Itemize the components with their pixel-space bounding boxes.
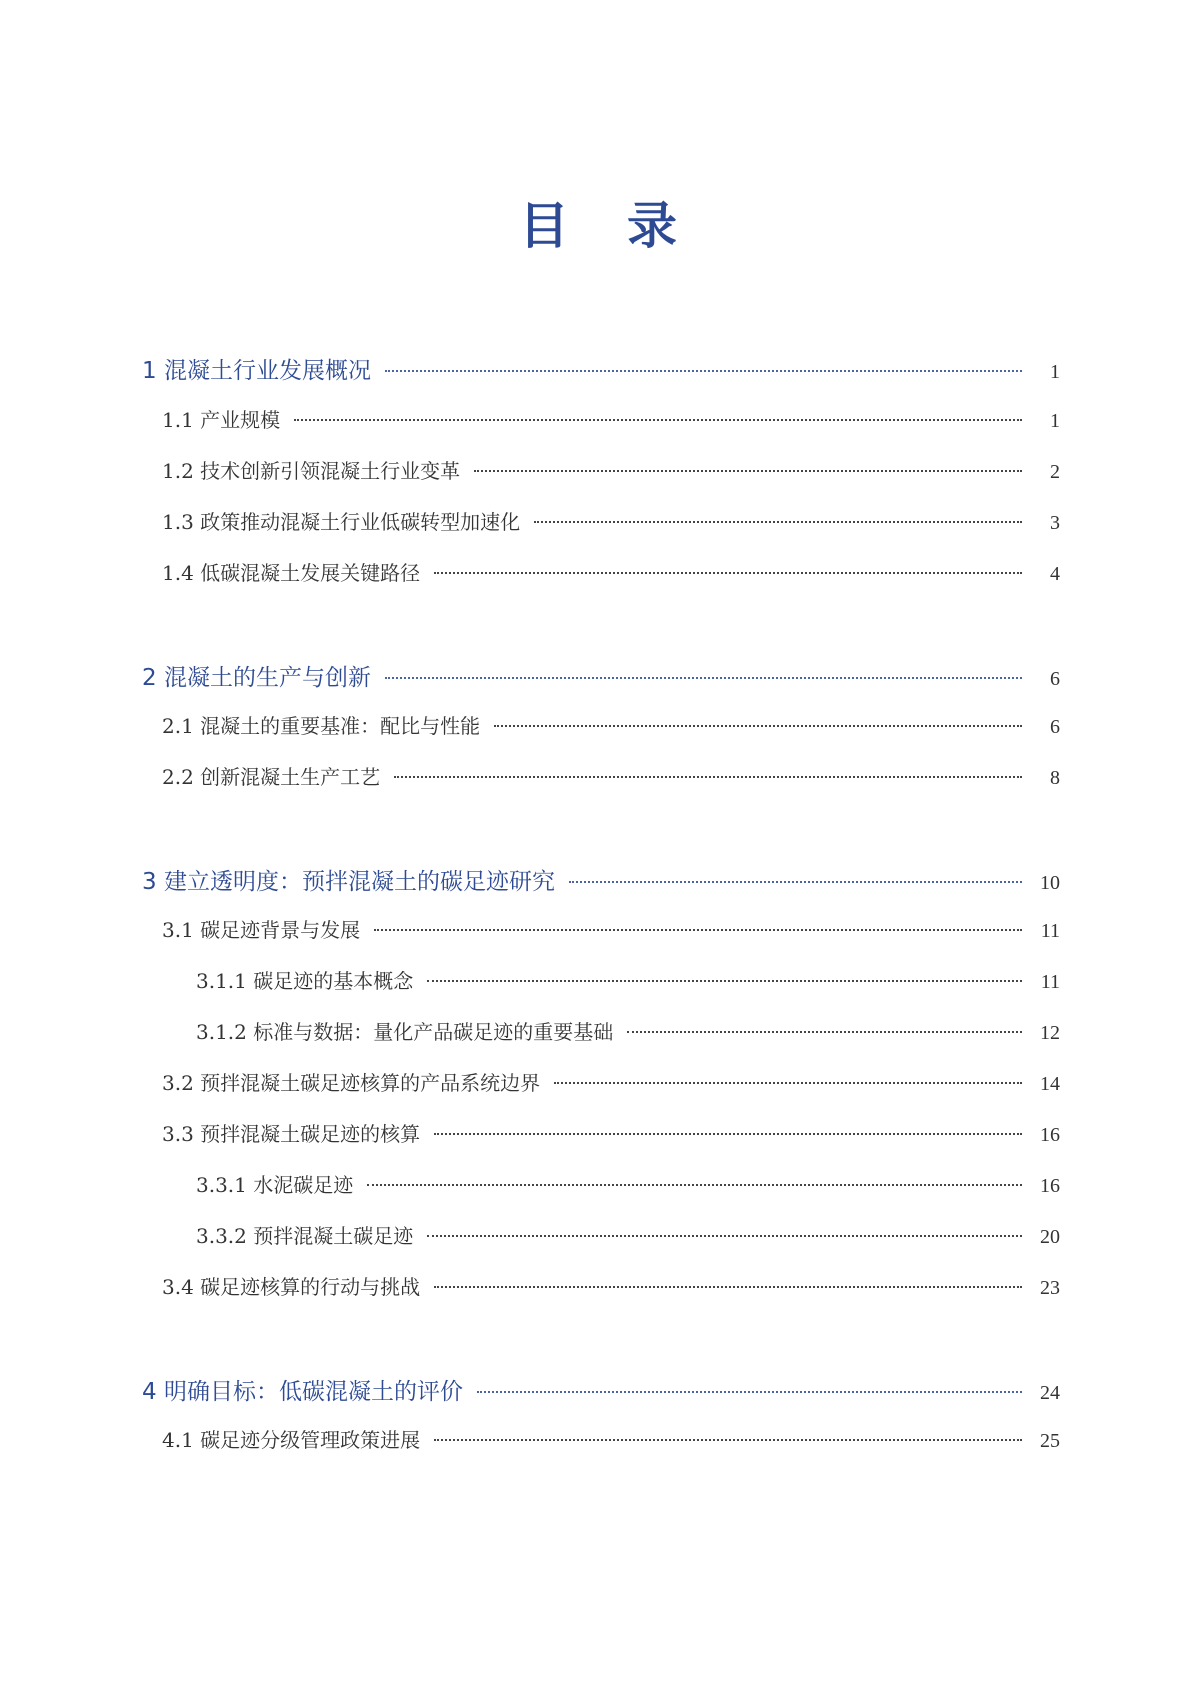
- dot-leader: [427, 1235, 1022, 1237]
- toc-entry-label: 3 建立透明度：预拌混凝土的碳足迹研究: [142, 869, 555, 895]
- toc-chapter-4[interactable]: [142, 1373, 1060, 1406]
- dot-leader: [477, 1391, 1022, 1393]
- dot-leader: [374, 929, 1022, 931]
- toc-entry-label: 3.1.2 标准与数据：量化产品碳足迹的重要基础: [196, 1020, 614, 1044]
- toc-entry-label: 3.2 预拌混凝土碳足迹核算的产品系统边界: [162, 1071, 541, 1095]
- toc-page-number: 24: [1040, 1382, 1060, 1404]
- toc-subsection-3-1-2[interactable]: [196, 1016, 1060, 1045]
- toc-entry-label: 2 混凝土的生产与创新: [142, 665, 371, 691]
- toc-title: 目录: [519, 197, 735, 255]
- dot-leader: [434, 572, 1022, 574]
- toc-entry-label: 3.3.2 预拌混凝土碳足迹: [196, 1224, 414, 1248]
- toc-section-1-3[interactable]: [162, 506, 1060, 535]
- dot-leader: [394, 776, 1022, 778]
- toc-entry-label: 1.3 政策推动混凝土行业低碳转型加速化: [162, 510, 521, 534]
- toc-page-number: 1: [1050, 361, 1060, 383]
- toc-entry-label: 3.3 预拌混凝土碳足迹的核算: [162, 1122, 421, 1146]
- dot-leader: [554, 1082, 1022, 1084]
- dot-leader: [294, 419, 1022, 421]
- toc-entry-label: 3.1.1 碳足迹的基本概念: [196, 969, 414, 993]
- toc-page-number: 16: [1040, 1124, 1060, 1146]
- toc-subsection-3-3-1[interactable]: [196, 1169, 1060, 1198]
- toc-section-2-1[interactable]: [162, 710, 1060, 739]
- dot-leader: [367, 1184, 1022, 1186]
- toc-entry-label: 4.1 碳足迹分级管理政策进展: [162, 1428, 421, 1452]
- toc-chapter-3[interactable]: [142, 863, 1060, 896]
- toc-page-number: 16: [1040, 1175, 1060, 1197]
- dot-leader: [627, 1031, 1022, 1033]
- toc-section-4-1[interactable]: [162, 1424, 1060, 1453]
- toc-chapter-1[interactable]: [142, 352, 1060, 385]
- toc-page-number: 25: [1040, 1430, 1060, 1452]
- dot-leader: [385, 677, 1022, 679]
- toc-entry-label: 3.1 碳足迹背景与发展: [162, 918, 361, 942]
- toc-page-number: 2: [1050, 461, 1060, 483]
- dot-leader: [474, 470, 1022, 472]
- dot-leader: [434, 1286, 1022, 1288]
- toc-entry-label: 1.2 技术创新引领混凝土行业变革: [162, 459, 461, 483]
- dot-leader: [385, 370, 1022, 372]
- toc-section-3-4[interactable]: [162, 1271, 1060, 1300]
- toc-entry-label: 1 混凝土行业发展概况: [142, 358, 371, 384]
- dot-leader: [534, 521, 1022, 523]
- toc-page-number: 23: [1040, 1277, 1060, 1299]
- toc-entry-label: 2.1 混凝土的重要基准：配比与性能: [162, 714, 481, 738]
- toc-page-number: 4: [1050, 563, 1060, 585]
- dot-leader: [494, 725, 1022, 727]
- toc-section-1-4[interactable]: [162, 557, 1060, 586]
- toc-page-number: 11: [1040, 920, 1060, 942]
- dot-leader: [569, 881, 1022, 883]
- dot-leader: [434, 1133, 1022, 1135]
- toc-page-number: 20: [1040, 1226, 1060, 1248]
- toc-page-number: 6: [1050, 716, 1060, 738]
- toc-entry-label: 1.1 产业规模: [162, 408, 281, 432]
- toc-chapter-2[interactable]: [142, 659, 1060, 692]
- dot-leader: [427, 980, 1022, 982]
- toc-page-number: 14: [1040, 1073, 1060, 1095]
- toc-entry-label: 4 明确目标：低碳混凝土的评价: [142, 1379, 463, 1405]
- toc-entry-label: 2.2 创新混凝土生产工艺: [162, 765, 381, 789]
- toc-subsection-3-3-2[interactable]: [196, 1220, 1060, 1249]
- toc-entry-label: 3.4 碳足迹核算的行动与挑战: [162, 1275, 421, 1299]
- toc-page-number: 1: [1050, 410, 1060, 432]
- toc-entry-label: 3.3.1 水泥碳足迹: [196, 1173, 354, 1197]
- toc-section-1-2[interactable]: [162, 455, 1060, 484]
- toc-page-number: 8: [1050, 767, 1060, 789]
- toc-page-number: 11: [1040, 971, 1060, 993]
- toc-page-number: 12: [1040, 1022, 1060, 1044]
- toc-page-number: 6: [1050, 668, 1060, 690]
- toc-section-2-2[interactable]: [162, 761, 1060, 790]
- toc-section-3-1[interactable]: [162, 914, 1060, 943]
- toc-entry-label: 1.4 低碳混凝土发展关键路径: [162, 561, 421, 585]
- toc-section-1-1[interactable]: [162, 404, 1060, 433]
- toc-page-number: 10: [1040, 872, 1060, 894]
- toc-subsection-3-1-1[interactable]: [196, 965, 1060, 994]
- dot-leader: [434, 1439, 1022, 1441]
- toc-section-3-3[interactable]: [162, 1118, 1060, 1147]
- toc-section-3-2[interactable]: [162, 1067, 1060, 1096]
- toc-page-number: 3: [1050, 512, 1060, 534]
